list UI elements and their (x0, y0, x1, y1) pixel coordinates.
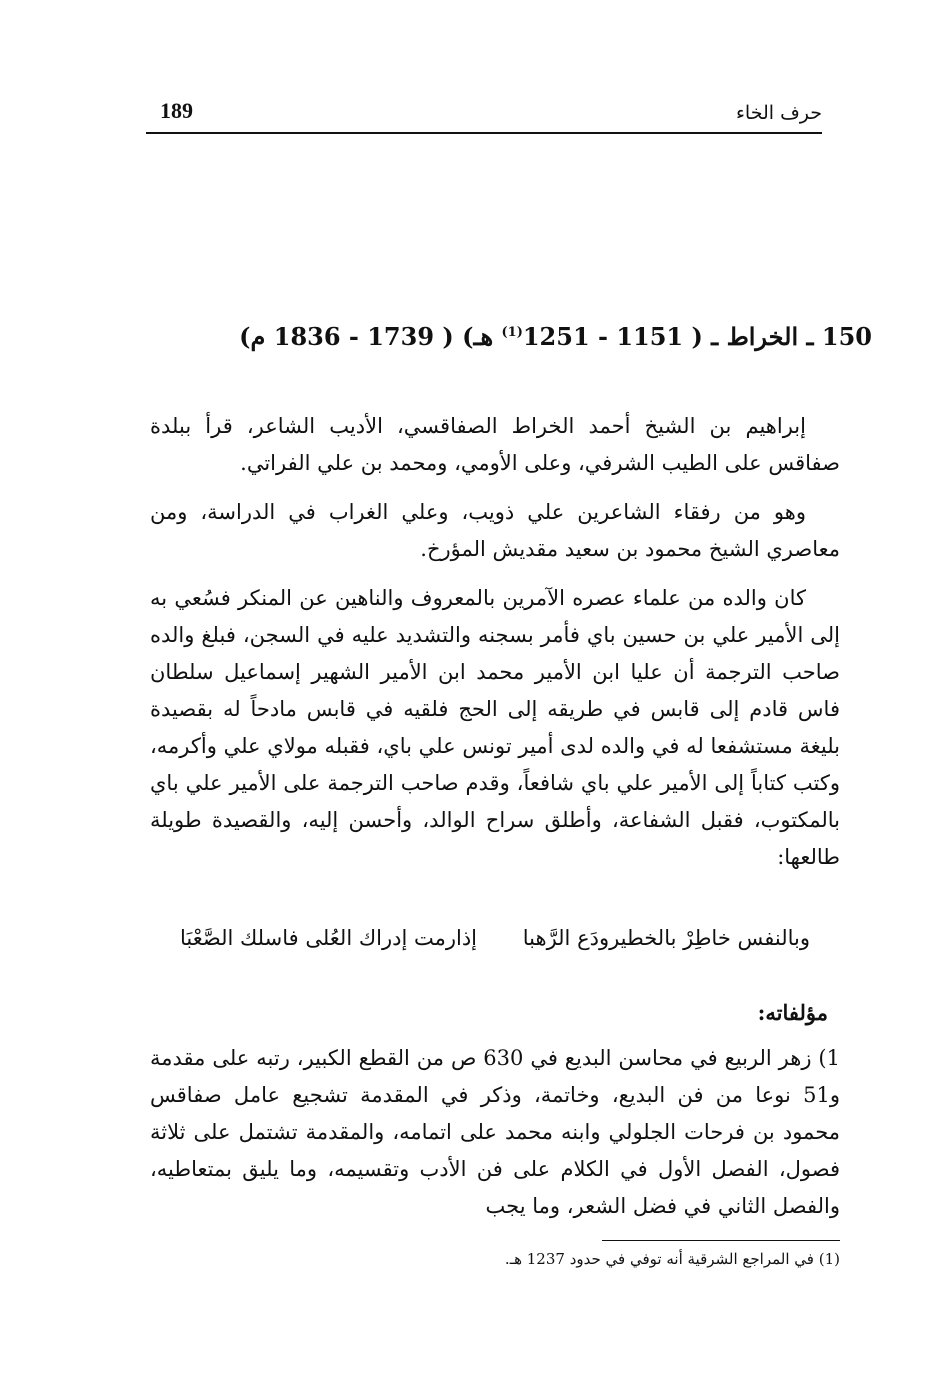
paragraph-1: إبراهيم بن الشيخ أحمد الخراط الصفاقسي، الأديب الشاعر، قرأ ببلدة صفاقس على الطيب الشرفي، وعلى الأومي، ومحمد بن علي الفراتي. (150, 414, 840, 475)
footnote: (1) في المراجع الشرقية أنه توفي في حدود 1237 هـ. (504, 1250, 840, 1268)
work-item-1: 1) زهر الربيع في محاسن البديع في 630 ص من القطع الكبير، رتبه على مقدمة و51 نوعا من فن البديع، وخاتمة، وذكر في المقدمة تشجيع عامل صفاقس محمود بن فرحات الجلولي وابنه محمد على اتمامه، والمقدمة تشتمل على ثلاثة فصول، الفصل الأول في الكلام على فن الأدب وتقسيمه، وما يليق بمتعاطيه، والفصل الثاني في فضل الشعر، وما يجب (150, 1046, 840, 1218)
section-name: حرف الخاء (735, 102, 822, 124)
verse-hemistich-1: إذارمت إدراك العُلى فاسلك الصَّعْبَا (180, 926, 478, 950)
header-rule (146, 132, 822, 134)
verse-line (180, 926, 810, 950)
verse-hemistich-2: وبالنفس خاطِرْ بالخطيرودَع الرَّهبا (522, 926, 810, 950)
paragraph-2: وهو من رفقاء الشاعرين علي ذويب، وعلي الغراب في الدراسة، ومن معاصري الشيخ محمود بن سعيد مقديش المؤرخ. (150, 500, 840, 561)
entry-title-rest: هـ) ( 1739 - 1836 م) (239, 322, 502, 351)
footnote-rule (602, 1240, 840, 1241)
body-text (150, 408, 840, 888)
works-heading: مؤلفاته: (757, 1000, 828, 1025)
entry-title-main: 150 ـ الخراط ـ ( 1151 - 1251 (522, 322, 872, 351)
running-head (146, 96, 822, 132)
entry-title (239, 322, 872, 351)
footnote-reference: (1) (501, 325, 523, 340)
page-number: 189 (160, 98, 193, 123)
paragraph-3: كان والده من علماء عصره الآمرين بالمعروف والناهين عن المنكر فسُعي به إلى الأمير علي بن حسين باي فأمر بسجنه والتشديد عليه في السجن، فبلغ والده صاحب الترجمة أن عليا ابن الأمير محمد ابن الأمير الشهير إسماعيل سلطان فاس قادم إلى قابس في طريقه إلى الحج فلقيه في قابس مادحاً له بقصيدة بليغة مستشفعا له في والده لدى أمير تونس علي باي، فقبله مولاي علي وأكرمه، وكتب كتاباً إلى الأمير علي باي شافعاً، وقدم صاحب الترجمة على الأمير علي باي بالمكتوب، فقبل الشفاعة، وأطلق سراح الوالد، وأحسن إليه، والقصيدة طويلة طالعها: (150, 586, 840, 869)
